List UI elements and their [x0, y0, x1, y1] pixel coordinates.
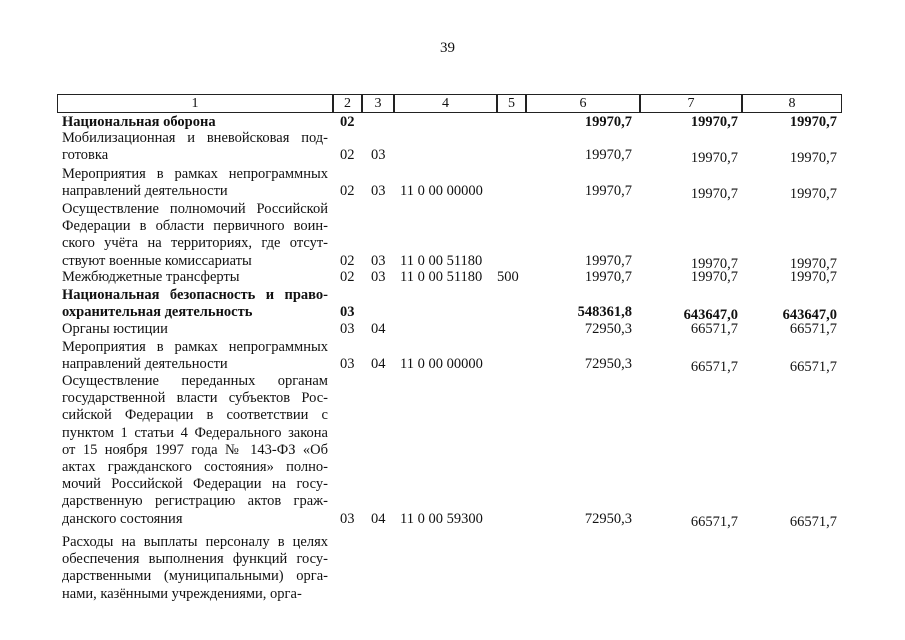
- code-section: 03: [340, 304, 355, 321]
- table-row-description-line: данского состояния: [62, 510, 183, 527]
- table-row-description-line: [62, 459, 328, 476]
- code-subsection: 03: [371, 147, 386, 164]
- amount-col-8: 643647,0: [782, 307, 837, 324]
- amount-col-7: 66571,7: [690, 321, 738, 337]
- code-section: 02: [340, 269, 355, 285]
- amount-col-8: 19970,7: [789, 186, 837, 203]
- code-subsection: 04: [371, 356, 386, 373]
- amount-col-8: 19970,7: [789, 255, 837, 272]
- amount-col-7: 19970,7: [690, 186, 738, 203]
- code-target: 11 0 00 00000: [400, 183, 483, 200]
- code-section: 03: [340, 510, 355, 527]
- table-row-description-line: [62, 407, 328, 424]
- header-col-7: 7: [687, 96, 695, 111]
- code-target: 11 0 00 51180: [400, 252, 483, 269]
- header-col-8: 8: [788, 96, 796, 111]
- justified-line: дарственными (муниципальными) орга-: [62, 568, 328, 585]
- code-subsection: 03: [371, 252, 386, 269]
- amount-col-8: 66571,7: [789, 359, 837, 376]
- amount-col-8: 19970,7: [789, 150, 837, 167]
- justified-line: Осуществление полномочий Российской: [62, 201, 328, 217]
- amount-col-8: 66571,7: [789, 513, 837, 530]
- table-row-description-line: [62, 425, 328, 442]
- table-row-description-line: направлений деятельности: [62, 183, 228, 200]
- amount-col-8: 19970,7: [789, 114, 837, 130]
- table-row-description-line: [62, 373, 328, 390]
- code-section: 02: [340, 183, 355, 200]
- justified-line: пунктом 1 статьи 4 Федерального закона: [62, 424, 328, 441]
- amount-col-8: 19970,7: [789, 269, 837, 285]
- table-row-description-line: [62, 493, 328, 510]
- table-row-description-line: [62, 390, 328, 407]
- table-row-description-line: Органы юстиции: [62, 321, 168, 337]
- amount-col-7: 19970,7: [690, 269, 738, 285]
- justified-line: мочий Российской Федерации на госу-: [62, 476, 328, 493]
- code-subsection: 03: [371, 183, 386, 200]
- page-number: 39: [440, 40, 455, 56]
- code-section: 03: [340, 321, 355, 337]
- code-section: 02: [340, 114, 355, 130]
- table-row-description-line: [62, 218, 328, 235]
- table-row-description-line: [62, 534, 328, 551]
- amount-col-6: 72950,3: [584, 356, 632, 373]
- table-row-description-line: направлений деятельности: [62, 356, 228, 373]
- justified-line: Осуществление переданных органам: [62, 373, 328, 389]
- amount-col-7: 66571,7: [690, 513, 738, 530]
- amount-col-7: 19970,7: [690, 150, 738, 167]
- justified-line: Мероприятия в рамках непрограммных: [62, 339, 328, 355]
- table-row-description-line: [62, 287, 328, 304]
- table-row-description-line: [62, 551, 328, 568]
- justified-line: актах гражданского состояния» полно-: [62, 459, 328, 475]
- code-section: 03: [340, 356, 355, 373]
- table-row-description-line: нами, казёнными учреждениями, орга-: [62, 585, 302, 602]
- amount-col-7: 19970,7: [690, 114, 738, 130]
- code-subsection: 04: [371, 510, 386, 527]
- table-row-description-line: готовка: [62, 147, 109, 164]
- code-section: 02: [340, 147, 355, 164]
- justified-line: сийской Федерации в соответствии с: [62, 407, 328, 424]
- table-row-description-line: ствуют военные комиссариаты: [62, 252, 252, 269]
- justified-line: Расходы на выплаты персоналу в целях: [62, 534, 328, 550]
- amount-col-6: 19970,7: [584, 269, 632, 285]
- code-target: 11 0 00 51180: [400, 269, 483, 285]
- header-col-2: 2: [344, 96, 351, 111]
- amount-col-6: 19970,7: [584, 114, 632, 130]
- justified-line: Федерации в области первичного воин-: [62, 218, 328, 235]
- code-target: 11 0 00 00000: [400, 356, 483, 373]
- code-target: 11 0 00 59300: [400, 510, 483, 527]
- table-row-description-line: [62, 130, 328, 147]
- amount-col-6: 19970,7: [584, 147, 632, 164]
- justified-line: Мобилизационная и вневойсковая под-: [62, 130, 328, 146]
- code-subsection: 03: [371, 269, 386, 285]
- header-col-1: 1: [191, 96, 199, 111]
- table-row-description-line: Национальная оборона: [62, 114, 216, 130]
- code-expense-type: 500: [497, 269, 519, 285]
- table-row-description-line: [62, 442, 328, 459]
- amount-col-6: 72950,3: [584, 321, 632, 337]
- table-row-description-line: Межбюджетные трансферты: [62, 269, 240, 285]
- justified-line: государственной власти субъектов Рос-: [62, 390, 328, 407]
- justified-line: Мероприятия в рамках непрограммных: [62, 166, 328, 182]
- amount-col-6: 548361,8: [577, 304, 632, 321]
- header-col-5: 5: [508, 96, 515, 111]
- table-row-description-line: [62, 568, 328, 585]
- code-section: 02: [340, 252, 355, 269]
- table-header: [57, 94, 842, 113]
- amount-col-6: 19970,7: [584, 252, 632, 269]
- justified-line: Национальная безопасность и право-: [62, 287, 328, 303]
- header-col-4: 4: [442, 96, 449, 111]
- justified-line: дарственную регистрацию актов граж-: [62, 493, 328, 510]
- table-row-description-line: [62, 201, 328, 218]
- amount-col-7: 643647,0: [683, 307, 738, 324]
- table-row-description-line: охранительная деятельность: [62, 304, 253, 321]
- amount-col-8: 66571,7: [789, 321, 837, 337]
- justified-line: от 15 ноября 1997 года № 143-ФЗ «Об: [62, 441, 328, 458]
- justified-line: ского учёта на территориях, где отсут-: [62, 235, 328, 252]
- amount-col-7: 19970,7: [690, 255, 738, 272]
- table-row-description-line: [62, 339, 328, 356]
- table-row-description-line: [62, 235, 328, 252]
- code-subsection: 04: [371, 321, 386, 337]
- table-row-description-line: [62, 476, 328, 493]
- header-col-6: 6: [579, 96, 587, 111]
- amount-col-6: 19970,7: [584, 183, 632, 200]
- table-row-description-line: [62, 166, 328, 183]
- amount-col-6: 72950,3: [584, 510, 632, 527]
- header-col-3: 3: [374, 96, 382, 111]
- amount-col-7: 66571,7: [690, 359, 738, 376]
- justified-line: обеспечения выполнения функций госу-: [62, 551, 328, 568]
